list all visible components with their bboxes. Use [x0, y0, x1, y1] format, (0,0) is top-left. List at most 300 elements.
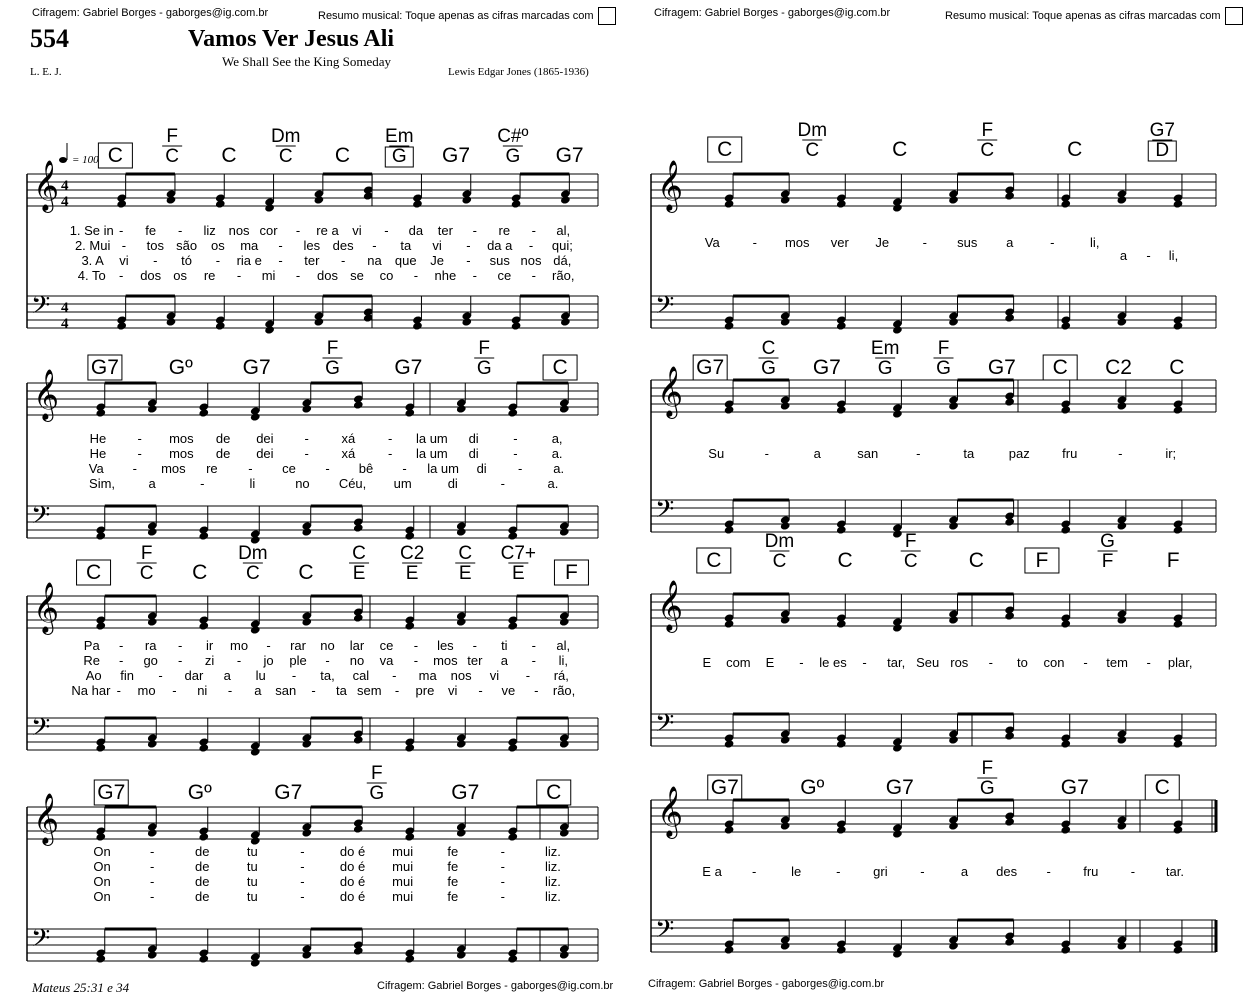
lyric-syllable: - — [149, 859, 155, 874]
treble-note-icon — [353, 400, 364, 409]
chord-symbol: G7 — [97, 781, 126, 804]
lyric-syllable: li — [249, 476, 256, 491]
lyric-syllable: di — [468, 446, 479, 461]
lyric-syllable: os — [211, 238, 225, 253]
chord-symbol: Gº — [800, 776, 825, 799]
treble-note-icon — [198, 621, 209, 630]
lyric-syllable: On — [93, 874, 111, 889]
chord-symbol: G7 — [885, 776, 914, 799]
bass-note-icon — [1173, 945, 1184, 954]
lyric-syllable: dos — [140, 268, 162, 283]
lyric-syllable: são — [176, 238, 198, 253]
lyric-syllable: - — [862, 655, 867, 670]
lyric-syllable: la um — [427, 461, 460, 476]
treble-clef-icon: 𝄞 — [33, 160, 60, 211]
treble-note-icon — [1116, 195, 1127, 204]
treble-note-icon — [353, 824, 364, 833]
treble-note-icon — [724, 405, 735, 414]
lyric-syllable: - — [295, 223, 301, 238]
lyric-syllable: - — [472, 638, 478, 653]
treble-note-icon — [892, 203, 903, 212]
lyric-syllable: Na har — [71, 683, 111, 698]
chord-symbol-numerator: F — [904, 531, 917, 552]
treble-clef-icon: 𝄞 — [33, 369, 60, 420]
lyric-syllable: san — [857, 446, 879, 461]
treble-clef-icon: 𝄞 — [657, 786, 684, 837]
time-signature: 4 — [61, 300, 69, 316]
chord-symbol-numerator: F — [981, 120, 994, 141]
treble-note-icon — [511, 199, 522, 208]
bass-note-icon — [1173, 739, 1184, 748]
lyric-syllable: - — [764, 446, 769, 461]
chord-symbol-denominator: E — [352, 563, 366, 584]
lyric-syllable: jo — [263, 653, 274, 668]
chord-symbol-numerator: F — [326, 338, 339, 359]
chord-symbol: G7 — [274, 781, 303, 804]
lyric-syllable: ce — [497, 268, 512, 283]
bass-note-icon — [198, 954, 209, 963]
chord-symbol-numerator: C#º — [497, 126, 529, 147]
lyric-syllable: vi — [448, 683, 458, 698]
left-credit: Cifragem: Gabriel Borges - gaborges@ig.com.br — [32, 7, 269, 19]
bass-note-icon — [836, 525, 847, 534]
lyric-syllable: ple — [289, 653, 307, 668]
lyric-syllable: - — [472, 268, 478, 283]
bass-note-icon — [1116, 941, 1127, 950]
bass-note-icon — [780, 735, 791, 744]
lyric-syllable: a — [500, 653, 508, 668]
treble-note-icon — [461, 195, 472, 204]
bass-note-icon — [507, 954, 518, 963]
lyric-syllable: do é — [339, 844, 366, 859]
bass-note-icon — [948, 941, 959, 950]
bass-note-icon — [353, 523, 364, 532]
treble-note-icon — [507, 832, 518, 841]
bass-note-icon — [147, 950, 158, 959]
lyric-syllable: Ao — [85, 668, 102, 683]
chord-symbol: G7 — [812, 356, 841, 379]
lyric-syllable: - — [402, 461, 407, 476]
lyric-syllable: - — [372, 238, 377, 253]
lyric-syllable: do é — [339, 859, 366, 874]
lyric-syllable: - — [325, 653, 330, 668]
lyric-syllable: - — [278, 253, 283, 268]
lyric-syllable: - — [149, 889, 155, 904]
lyric-syllable: - — [248, 461, 253, 476]
bass-note-icon — [836, 945, 847, 954]
lyric-syllable: go — [143, 653, 158, 668]
chord-symbol-denominator: G — [761, 358, 776, 379]
chord-symbol-numerator: Dm — [270, 126, 301, 147]
bass-note-icon — [250, 747, 261, 756]
lyric-syllable: tu — [246, 844, 258, 859]
chord-symbol: G7 — [696, 356, 725, 379]
bass-note-icon — [404, 954, 415, 963]
chord-symbol: C — [221, 144, 237, 167]
chord-symbol-denominator: C — [278, 146, 293, 167]
treble-note-icon — [198, 832, 209, 841]
chord-symbol-numerator: Dm — [797, 120, 828, 141]
chord-symbol-denominator: G — [505, 146, 521, 167]
lyric-syllable: a — [813, 446, 821, 461]
lyric-syllable: ta — [335, 683, 347, 698]
lyric-syllable: re a — [316, 223, 339, 238]
lyric-syllable: dar — [184, 668, 204, 683]
lyric-syllable: - — [500, 874, 506, 889]
lyric-syllable: li, — [1090, 235, 1100, 250]
lyric-syllable: ver — [830, 235, 849, 250]
lyric-syllable: les — [437, 638, 454, 653]
chord-symbol-denominator: G — [369, 783, 385, 804]
bass-note-icon — [166, 317, 177, 326]
lyric-syllable: fru — [1083, 864, 1099, 879]
bass-note-icon — [724, 321, 735, 330]
lyric-syllable: rá, — [553, 668, 569, 683]
lyric-syllable: a. — [553, 461, 565, 476]
bass-note-icon — [1173, 321, 1184, 330]
chord-symbol: C2 — [1105, 356, 1132, 379]
treble-note-icon — [95, 621, 106, 630]
left-summary-text: Resumo musical: Toque apenas as cifras marcadas com — [318, 9, 594, 22]
chord-symbol: F — [565, 561, 578, 584]
lyric-syllable: xá — [341, 446, 356, 461]
bass-note-icon — [264, 325, 275, 334]
lyric-syllable: ce — [379, 638, 394, 653]
treble-note-icon — [147, 828, 158, 837]
chord-symbol-numerator: Em — [870, 338, 900, 359]
lyric-syllable: do é — [339, 874, 366, 889]
lyric-syllable: - — [1050, 235, 1055, 250]
lyric-syllable: - — [340, 253, 346, 268]
chord-symbol-denominator: G — [877, 358, 893, 379]
treble-note-icon — [264, 203, 275, 212]
treble-note-icon — [1116, 401, 1127, 410]
chord-symbol-denominator: E — [405, 563, 419, 584]
lyric-syllable: ta — [400, 238, 412, 253]
lyric-syllable: sus — [957, 235, 978, 250]
lyric-syllable: de — [215, 431, 231, 446]
lyric-syllable: re — [206, 461, 218, 476]
chord-symbol: C — [334, 144, 351, 167]
lyric-syllable: - — [177, 223, 183, 238]
bass-note-icon — [892, 325, 903, 334]
lyric-syllable: - — [836, 864, 841, 879]
bass-note-icon — [780, 941, 791, 950]
treble-note-icon — [353, 613, 364, 622]
lyric-syllable: - — [531, 223, 536, 238]
lyric-syllable: vi — [432, 238, 442, 253]
bass-note-icon — [353, 735, 364, 744]
lyric-syllable: - — [1146, 248, 1151, 263]
lyric-syllable: - — [266, 638, 271, 653]
treble-note-icon — [166, 195, 177, 204]
bass-note-icon — [1060, 945, 1071, 954]
lyric-syllable: la um — [415, 431, 448, 446]
bass-note-icon — [147, 527, 158, 536]
lyric-syllable: Sim, — [89, 476, 116, 491]
lyric-syllable: Je — [875, 235, 890, 250]
bass-note-icon — [313, 317, 324, 326]
lyric-syllable: ni — [197, 683, 208, 698]
lyric-syllable: mo — [230, 638, 249, 653]
lyric-syllable: di — [447, 476, 458, 491]
chord-symbol-numerator: F — [478, 338, 491, 359]
lyric-syllable: He — [89, 446, 107, 461]
lyric-syllable: ra — [144, 638, 157, 653]
lyric-syllable: - — [392, 668, 397, 683]
treble-note-icon — [836, 825, 847, 834]
bass-note-icon — [1004, 937, 1015, 946]
right-summary-text: Resumo musical: Toque apenas as cifras marcadas com — [945, 9, 1221, 22]
lyric-syllable: liz. — [545, 859, 561, 874]
lyric-syllable: da — [408, 223, 424, 238]
bass-note-icon — [507, 531, 518, 540]
lyric-syllable: Re — [83, 653, 101, 668]
bass-note-icon — [559, 739, 570, 748]
lyric-syllable: plar, — [1167, 655, 1193, 670]
chord-symbol: C — [968, 549, 984, 572]
bass-note-icon — [456, 739, 467, 748]
treble-note-icon — [892, 829, 903, 838]
lyric-syllable: - — [466, 253, 471, 268]
chord-symbol: C — [107, 144, 123, 167]
lyric-syllable: - — [172, 683, 177, 698]
bass-note-icon — [95, 743, 106, 752]
treble-note-icon — [780, 401, 791, 410]
lyric-syllable: rão, — [552, 683, 576, 698]
lyric-syllable: E a — [702, 864, 722, 879]
lyric-syllable: - — [119, 223, 124, 238]
bass-note-icon — [1173, 525, 1184, 534]
treble-note-icon — [456, 828, 467, 837]
chord-symbol-numerator: Dm — [764, 531, 795, 552]
lyric-syllable: - — [1130, 864, 1136, 879]
lyric-syllable: di — [476, 461, 487, 476]
lyric-syllable: dei — [256, 446, 274, 461]
treble-note-icon — [147, 404, 158, 413]
lyric-syllable: cor — [259, 223, 278, 238]
lyric-syllable: ti — [501, 638, 508, 653]
lyric-syllable: tem — [1106, 655, 1128, 670]
chord-symbol-numerator: F — [981, 758, 994, 779]
bass-note-icon — [892, 529, 903, 538]
lyric-syllable: di — [468, 431, 479, 446]
lyric-syllable: fe — [145, 223, 157, 238]
bass-note-icon — [724, 945, 735, 954]
treble-note-icon — [836, 619, 847, 628]
lyric-syllable: - — [413, 268, 419, 283]
lyric-syllable: um — [393, 476, 412, 491]
lyric-syllable: - — [177, 638, 183, 653]
lyric-syllable: de — [195, 889, 210, 904]
bass-note-icon — [198, 531, 209, 540]
bass-clef-icon: 𝄢 — [31, 924, 51, 959]
treble-note-icon — [836, 199, 847, 208]
bass-note-icon — [461, 317, 472, 326]
lyric-syllable: tos — [146, 238, 164, 253]
lyric-syllable: lu — [255, 668, 266, 683]
lyric-syllable: - — [500, 859, 506, 874]
treble-note-icon — [1004, 397, 1015, 406]
bass-note-icon — [301, 950, 312, 959]
bass-note-icon — [836, 321, 847, 330]
chord-symbol: G7 — [442, 144, 471, 167]
treble-note-icon — [1116, 615, 1127, 624]
treble-note-icon — [1060, 199, 1071, 208]
lyric-syllable: He — [89, 431, 107, 446]
lyric-syllable: - — [149, 844, 155, 859]
lyric-syllable: Su — [708, 446, 725, 461]
treble-note-icon — [1004, 611, 1015, 620]
bass-note-icon — [301, 739, 312, 748]
lyric-syllable: rar — [290, 638, 306, 653]
lyric-syllable: - — [300, 889, 305, 904]
lyric-syllable: zi — [204, 653, 215, 668]
chord-symbol: C — [1052, 356, 1068, 379]
lyric-syllable: Je — [430, 253, 444, 268]
lyric-syllable: le — [791, 864, 802, 879]
lyric-syllable: ros — [950, 655, 969, 670]
treble-note-icon — [301, 828, 312, 837]
bass-note-icon — [198, 743, 209, 752]
lyric-syllable: - — [236, 268, 242, 283]
lyric-syllable: - — [304, 431, 309, 446]
lyric-syllable: do é — [339, 889, 366, 904]
lyric-syllable: li, — [1168, 248, 1179, 263]
lyric-syllable: - — [413, 638, 419, 653]
lyric-syllable: - — [121, 238, 127, 253]
lyric-syllable: ma — [240, 238, 259, 253]
lyric-syllable: tu — [246, 859, 258, 874]
bass-note-icon — [1116, 735, 1127, 744]
hymn-initials: L. E. J. — [30, 66, 62, 78]
bass-note-icon — [560, 317, 571, 326]
lyric-syllable: mos — [161, 461, 186, 476]
chord-symbol: C — [1067, 138, 1083, 161]
lyric-syllable: sus — [489, 253, 510, 268]
lyric-syllable: no — [349, 653, 365, 668]
lyric-syllable: tu — [246, 874, 258, 889]
lyric-syllable: - — [137, 446, 142, 461]
treble-note-icon — [1004, 191, 1015, 200]
chord-symbol-denominator: G — [476, 358, 492, 379]
lyric-syllable: - — [1146, 655, 1151, 670]
treble-note-icon — [559, 828, 570, 837]
lyric-syllable: - — [119, 268, 124, 283]
lyric-syllable: - — [300, 844, 305, 859]
scripture-reference: Mateus 25:31 e 34 — [32, 980, 130, 995]
lyric-syllable: mui — [392, 874, 414, 889]
lyric-syllable: - — [304, 446, 309, 461]
chord-symbol-denominator: E — [512, 563, 525, 584]
treble-note-icon — [724, 199, 735, 208]
lyric-syllable: nos — [520, 253, 542, 268]
time-signature: 4 — [61, 178, 69, 194]
bass-note-icon — [147, 739, 158, 748]
lyric-syllable: - — [1046, 864, 1051, 879]
treble-note-icon — [780, 615, 791, 624]
lyric-syllable: - — [528, 238, 534, 253]
lyric-syllable: - — [752, 235, 757, 250]
lyric-syllable: fe — [447, 889, 459, 904]
lyric-syllable: os — [173, 268, 188, 283]
time-signature: 4 — [61, 316, 69, 332]
treble-note-icon — [301, 617, 312, 626]
treble-note-icon — [560, 195, 571, 204]
lyric-syllable: des — [332, 238, 354, 253]
lyric-syllable: dei — [256, 431, 274, 446]
lyric-syllable: mui — [392, 889, 414, 904]
chord-symbol-denominator: C — [245, 563, 260, 584]
lyric-syllable: - — [300, 874, 305, 889]
lyric-syllable: mo — [137, 683, 156, 698]
chord-symbol-numerator: C7+ — [500, 543, 537, 564]
footer-right-credit: Cifragem: Gabriel Borges - gaborges@ig.com.br — [648, 978, 885, 990]
bass-note-icon — [1004, 313, 1015, 322]
chord-symbol-numerator: Em — [385, 126, 414, 147]
bass-note-icon — [780, 521, 791, 530]
lyric-syllable: to — [1016, 655, 1028, 670]
treble-note-icon — [892, 623, 903, 632]
lyric-syllable: de — [215, 446, 231, 461]
lyric-syllable: On — [93, 889, 111, 904]
lyric-syllable: - — [478, 683, 483, 698]
chord-symbol: C — [192, 561, 208, 584]
treble-note-icon — [892, 409, 903, 418]
treble-note-icon — [948, 615, 959, 624]
chord-symbol-numerator: C — [352, 543, 366, 564]
treble-note-icon — [1060, 619, 1071, 628]
chord-symbol: C — [717, 138, 733, 161]
lyric-syllable: dá, — [553, 253, 572, 268]
lyric-syllable: li, — [558, 653, 568, 668]
lyric-syllable: sem — [356, 683, 382, 698]
bass-note-icon — [404, 743, 415, 752]
lyric-syllable: - — [158, 668, 163, 683]
lyric-syllable: nos — [228, 223, 250, 238]
lyric-syllable: 3. A — [81, 253, 104, 268]
chord-symbol: G7 — [1060, 776, 1089, 799]
bass-note-icon — [215, 321, 226, 330]
lyric-syllable: - — [500, 476, 506, 491]
lyric-syllable: con — [1043, 655, 1065, 670]
chord-symbol-numerator: G — [1100, 531, 1115, 552]
treble-note-icon — [836, 405, 847, 414]
lyric-syllable: - — [1083, 655, 1088, 670]
treble-clef-icon: 𝄞 — [657, 160, 684, 211]
chord-symbol: Gº — [187, 781, 212, 804]
treble-note-icon — [95, 832, 106, 841]
treble-note-icon — [724, 619, 735, 628]
lyric-syllable: - — [278, 238, 283, 253]
lyric-syllable: Pa — [83, 638, 100, 653]
bass-note-icon — [892, 743, 903, 752]
lyric-syllable: les — [303, 238, 321, 253]
lyric-syllable: - — [236, 653, 242, 668]
chord-symbol-denominator: G — [979, 778, 995, 799]
lyric-syllable: de — [195, 844, 210, 859]
chord-symbol-denominator: C — [772, 551, 787, 572]
chord-symbol-denominator: C — [139, 563, 154, 584]
lyric-syllable: mos — [169, 446, 194, 461]
bass-note-icon — [250, 958, 261, 967]
lyric-syllable: - — [413, 653, 419, 668]
lyric-syllable: - — [500, 889, 506, 904]
lyric-syllable: 1. Se in — [69, 223, 114, 238]
tempo-marking: = 100 — [72, 154, 99, 166]
lyric-syllable: da a — [487, 238, 513, 253]
lyric-syllable: pre — [415, 683, 435, 698]
